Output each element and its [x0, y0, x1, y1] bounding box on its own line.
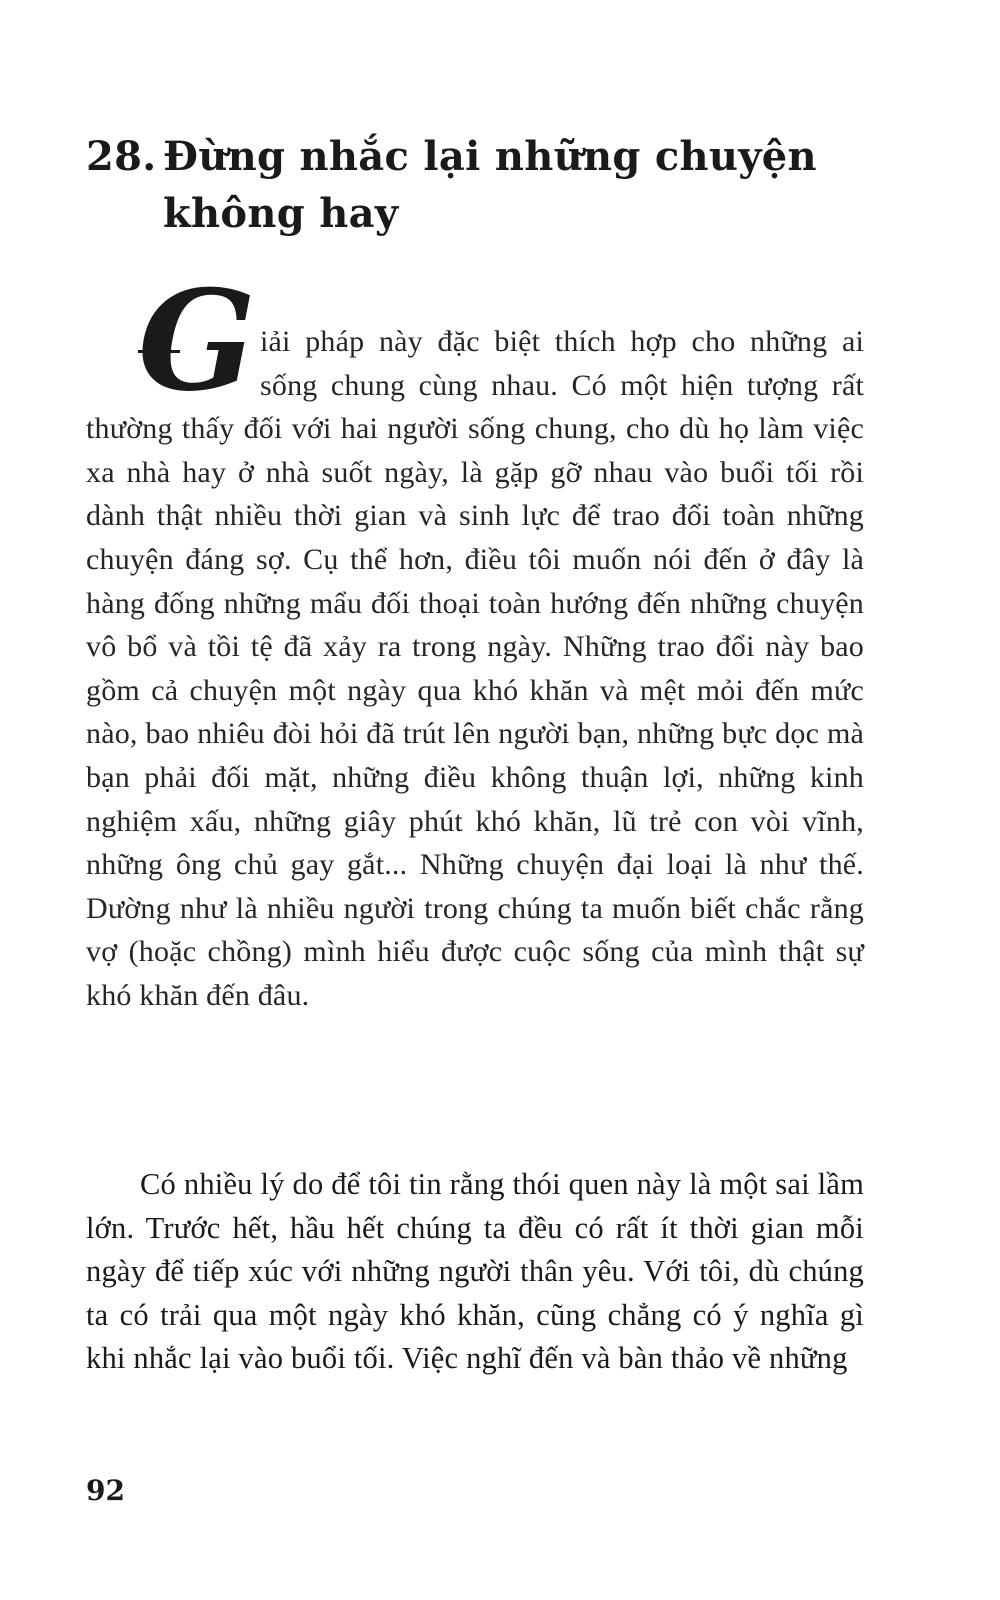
chapter-number: 28. [86, 133, 157, 180]
drop-cap-spacer [86, 320, 260, 406]
paragraph-1 [86, 320, 864, 1018]
paragraph-1-text: iải pháp này đặc biệt thích hợp cho những ai sống chung cùng nhau. Có một hiện tượng rất thường thấy đối với hai người sống chung, cho dù họ làm việc xa nhà hay ở nhà suốt ngày, là gặp gỡ nhau vào buổi tối rồi dành thật nhiều thời gian và sinh lực để trao đổi toàn những chuyện đáng sợ. Cụ thể hơn, điều tôi muốn nói đến ở đây là hàng đống những mẩu đối thoại toàn hướng đến những chuyện vô bổ và tồi tệ đã xảy ra trong ngày. Những trao đổi này bao gồm cả chuyện một ngày qua khó khăn và mệt mỏi đến mức nào, bao nhiêu đòi hỏi đã trút lên người bạn, những bực dọc mà bạn phải đối mặt, những điều không thuận lợi, những kinh nghiệm xấu, những giây phút khó khăn, lũ trẻ con vòi vĩnh, những ông chủ gay gắt... Những chuyện đại loại là như thế. Dường như là nhiều người trong chúng ta muốn biết chắc rằng vợ (hoặc chồng) mình hiểu được cuộc sống của mình thật sự khó khăn đến đâu. [86, 325, 864, 1012]
drop-cap-letter: G [138, 259, 256, 422]
page-number: 92 [86, 1474, 125, 1507]
paragraph-2: Có nhiều lý do để tôi tin rằng thói quen này là một sai lầm lớn. Trước hết, hầu hết chúng ta đều có rất ít thời gian mỗi ngày để tiếp xúc với những người thân yêu. Với tôi, dù chúng ta có trải qua một ngày khó khăn, cũng chẳng có ý nghĩa gì khi nhắc lại vào buổi tối. Việc nghĩ đến và bàn thảo về những [86, 1167, 864, 1376]
chapter-title-line1: Đừng nhắc lại những chuyện [163, 133, 817, 180]
chapter-title-line2: không hay [163, 190, 399, 237]
chapter-title [86, 128, 916, 242]
